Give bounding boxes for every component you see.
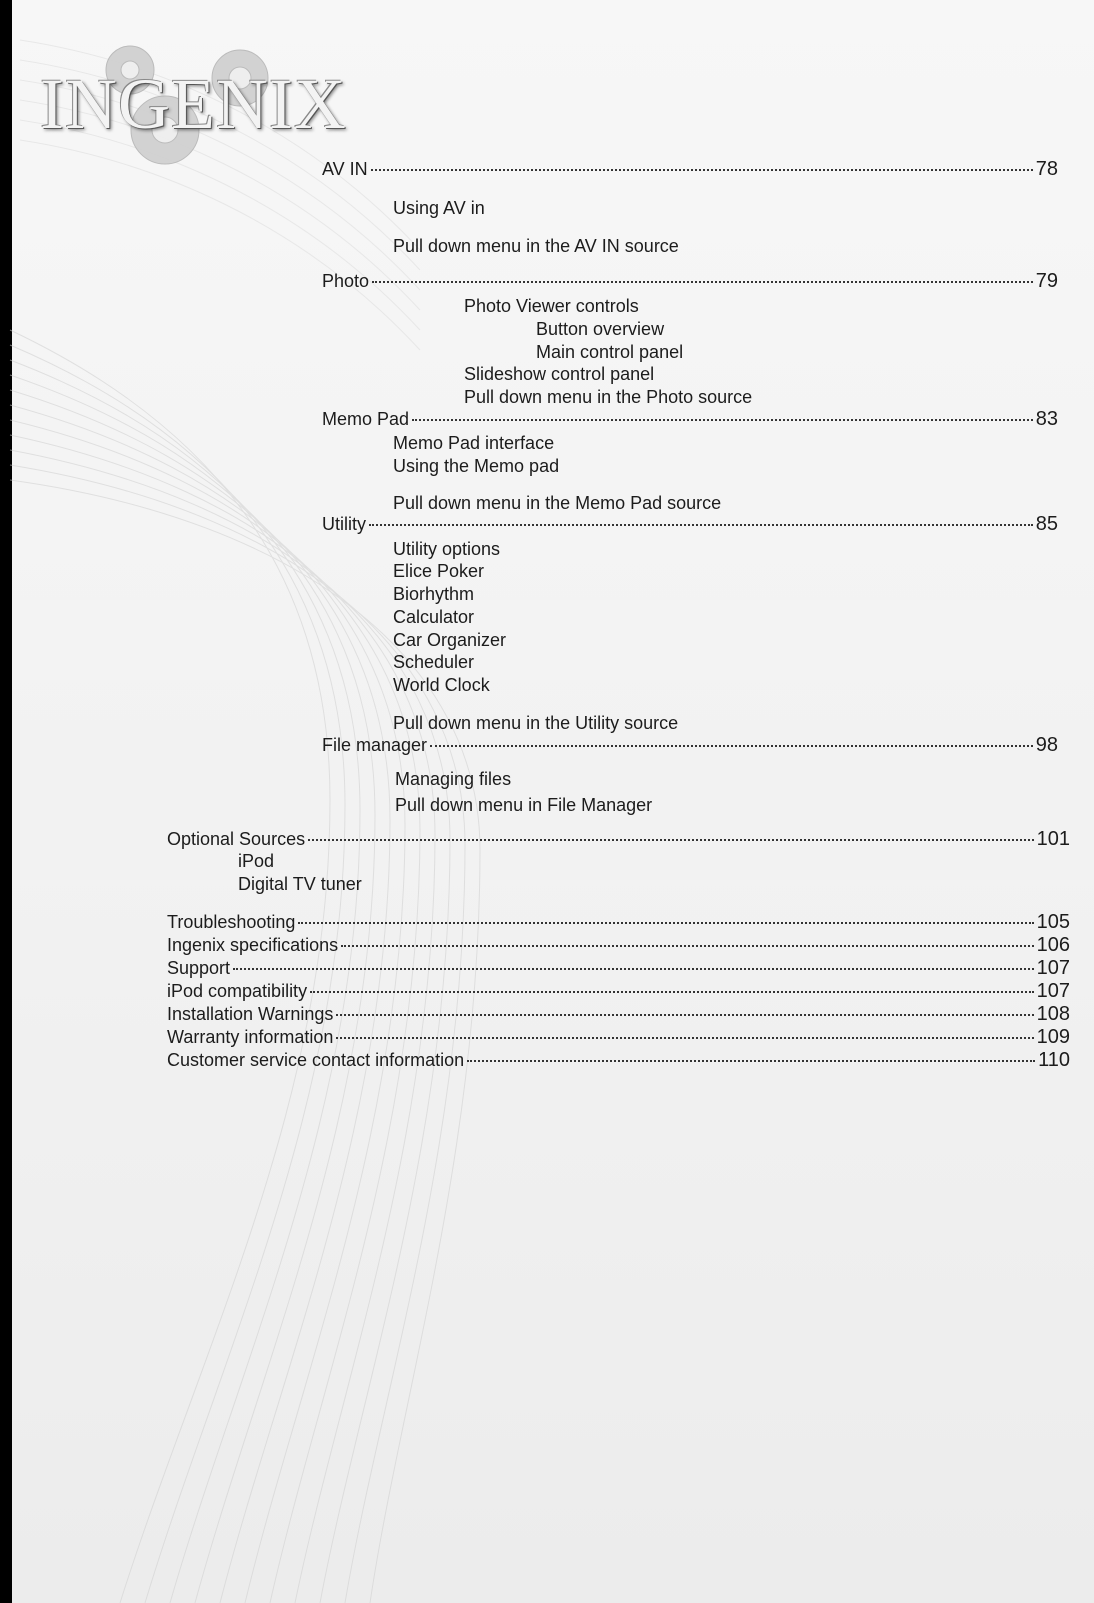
dot-leader <box>371 169 1033 171</box>
dot-leader <box>336 1014 1033 1016</box>
toc-subentry[interactable]: Pull down menu in the Memo Pad source <box>393 493 722 513</box>
dot-leader <box>336 1037 1033 1039</box>
toc-page-number: 108 <box>1036 1003 1070 1025</box>
toc-entry-label: Ingenix specifications <box>167 935 339 955</box>
toc-entry[interactable] <box>167 1003 1070 1026</box>
toc-page-number: 101 <box>1036 828 1070 850</box>
toc-entry-label: Utility <box>322 514 366 534</box>
toc-page-number: 85 <box>1035 513 1058 535</box>
toc-subentry[interactable]: Pull down menu in the Photo source <box>464 387 753 407</box>
dot-leader <box>369 524 1033 526</box>
toc-subentry[interactable]: Pull down menu in the AV IN source <box>393 236 679 256</box>
toc-entry-label: Troubleshooting <box>167 912 296 932</box>
toc-entry-optional-sources[interactable] <box>167 828 1070 851</box>
dot-leader <box>233 968 1034 970</box>
toc-subentry[interactable]: Photo Viewer controls <box>464 296 639 316</box>
toc-subentry[interactable]: Utility options <box>393 539 501 559</box>
dot-leader <box>412 419 1033 421</box>
toc-subentry[interactable]: Slideshow control panel <box>464 364 655 384</box>
dot-leader <box>372 281 1033 283</box>
dot-leader <box>467 1060 1035 1062</box>
toc-page-number: 109 <box>1036 1026 1070 1048</box>
toc-subentry[interactable]: Pull down menu in File Manager <box>395 795 653 815</box>
toc-entry[interactable] <box>167 934 1070 957</box>
toc-entry-label: Photo <box>322 271 370 291</box>
toc-entry-label: AV IN <box>322 159 368 179</box>
toc-page-number: 78 <box>1035 158 1058 180</box>
toc-subentry[interactable]: Managing files <box>395 769 512 789</box>
toc-subentry[interactable]: iPod <box>238 851 275 871</box>
toc-page-number: 83 <box>1035 408 1058 430</box>
toc-page-number: 107 <box>1036 957 1070 979</box>
toc-entry-label: Support <box>167 958 231 978</box>
dot-leader <box>310 991 1034 993</box>
toc-subentry[interactable]: Main control panel <box>536 342 684 362</box>
toc-page-number: 106 <box>1036 934 1070 956</box>
toc-page-number: 98 <box>1035 734 1058 756</box>
toc-entry-utility[interactable] <box>322 513 1058 536</box>
toc-entry[interactable] <box>167 1026 1070 1049</box>
toc-subentry[interactable]: Pull down menu in the Utility source <box>393 713 679 733</box>
dot-leader <box>341 945 1034 947</box>
toc-entry[interactable] <box>167 911 1070 934</box>
toc-subentry[interactable]: Using AV in <box>393 198 485 218</box>
toc-entry-label: Installation Warnings <box>167 1004 334 1024</box>
toc-subentry[interactable]: Memo Pad interface <box>393 433 555 453</box>
toc-entry[interactable] <box>167 1049 1070 1072</box>
toc-subentry[interactable]: World Clock <box>393 675 490 695</box>
toc-entry-label: Warranty information <box>167 1027 334 1047</box>
toc-subentry[interactable]: Button overview <box>536 319 665 339</box>
toc-entry-label: Customer service contact information <box>167 1050 465 1070</box>
toc-entry-label: Optional Sources <box>167 829 306 849</box>
toc-entry-label: File manager <box>322 735 428 755</box>
toc-page-number: 79 <box>1035 270 1058 292</box>
toc-subentry[interactable]: Car Organizer <box>393 630 507 650</box>
toc-entry[interactable] <box>167 957 1070 980</box>
toc-subentry[interactable]: Digital TV tuner <box>238 874 362 894</box>
dot-leader <box>298 922 1033 924</box>
logo-wordmark: INGENIX <box>40 64 347 144</box>
toc-page-number: 105 <box>1036 911 1070 933</box>
toc-entry-label: Memo Pad <box>322 409 410 429</box>
toc-entry-photo[interactable] <box>322 270 1058 293</box>
toc-subentry[interactable]: Biorhythm <box>393 584 475 604</box>
toc-page-number: 110 <box>1038 1049 1070 1071</box>
toc-entry-memo-pad[interactable] <box>322 408 1058 431</box>
toc-page-number: 107 <box>1036 980 1070 1002</box>
toc-subentry[interactable]: Calculator <box>393 607 475 627</box>
toc-subentry[interactable]: Scheduler <box>393 652 475 672</box>
toc-subentry[interactable]: Using the Memo pad <box>393 456 560 476</box>
toc-entry-av-in[interactable] <box>322 158 1058 181</box>
toc-subentry[interactable]: Elice Poker <box>393 561 485 581</box>
toc-entry[interactable] <box>167 980 1070 1003</box>
toc-entry-file-manager[interactable] <box>322 734 1058 757</box>
dot-leader <box>308 839 1034 841</box>
dot-leader <box>430 745 1033 747</box>
toc-entry-label: iPod compatibility <box>167 981 308 1001</box>
